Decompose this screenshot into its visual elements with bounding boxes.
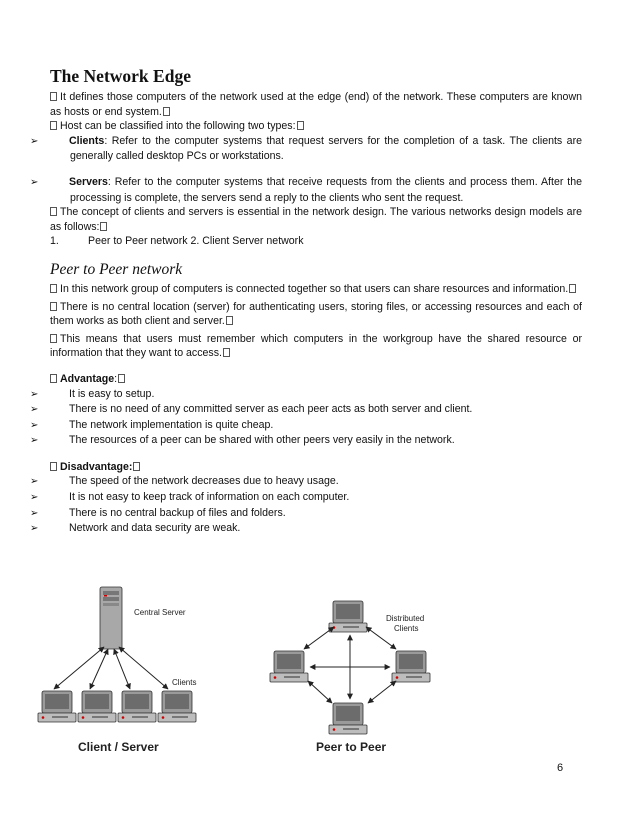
central-server-label: Central Server (134, 608, 186, 617)
document-body (30, 66, 582, 537)
peer-computer-icon (329, 601, 367, 632)
missing-glyph-icon (100, 222, 107, 231)
list-item: ➢ It is not easy to keep track of information on each computer. (50, 490, 582, 506)
list-item: ➢ There is no central backup of files and folders. (50, 506, 582, 522)
arrow-bullet-icon: ➢ (30, 176, 39, 188)
arrow-bullet-icon: ➢ (30, 135, 39, 147)
missing-glyph-icon (226, 316, 233, 325)
arrow-bullet-icon: ➢ (30, 507, 39, 519)
list-item: ➢ Network and data security are weak. (50, 521, 582, 537)
clients-item: ➢ Clients: Refer to the computer systems that request servers for the completion of a task. The clients are generally called desktop PCs or workstations. (30, 134, 582, 163)
connection-arrow (90, 649, 108, 689)
arrow-bullet-icon: ➢ (30, 492, 39, 504)
missing-glyph-icon (50, 121, 57, 130)
connection-arrow (368, 681, 396, 703)
connection-arrow (308, 681, 332, 703)
arrow-bullet-icon: ➢ (30, 476, 39, 488)
arrow-bullet-icon: ➢ (30, 404, 39, 416)
missing-glyph-icon (50, 207, 57, 216)
arrow-bullet-icon: ➢ (30, 419, 39, 431)
missing-glyph-icon (50, 302, 57, 311)
distributed-clients-label: Clients (394, 624, 419, 633)
client-computer-icon (158, 691, 196, 722)
page-title: The Network Edge (50, 66, 191, 86)
advantage-heading: Advantage: (50, 372, 582, 387)
client-computer-icon (78, 691, 116, 722)
list-item: ➢ The network implementation is quite cheap. (50, 418, 582, 434)
connection-arrow (304, 627, 334, 649)
list-item: ➢ There is no need of any committed server as each peer acts as both server and client. (50, 402, 582, 418)
server-icon (100, 587, 122, 649)
arrow-bullet-icon: ➢ (30, 523, 39, 535)
connection-arrow (54, 647, 104, 689)
list-item: ➢ The speed of the network decreases due to heavy usage. (50, 474, 582, 490)
client-server-caption: Client / Server (78, 740, 159, 754)
numbered-list-item: 1. Peer to Peer network 2. Client Server network (50, 235, 304, 248)
intro-paragraph-2: Host can be classified into the following two types: (50, 119, 582, 134)
client-computer-icon (38, 691, 76, 722)
missing-glyph-icon (223, 348, 230, 357)
list-item: ➢ The resources of a peer can be shared with other peers very easily in the network. (50, 433, 582, 449)
distributed-clients-label: Distributed (386, 614, 425, 623)
p2p-paragraph-2: There is no central location (server) for authenticating users, storing files, or accessing resources and each of them works as both client and server. (50, 300, 582, 328)
missing-glyph-icon (50, 284, 57, 293)
network-diagram-figure (34, 585, 604, 760)
arrow-bullet-icon: ➢ (30, 388, 39, 400)
intro-paragraph-3: The concept of clients and servers is essential in the network design. The various networks design models are as follows: (50, 206, 582, 233)
connection-arrow (366, 627, 396, 649)
peer-to-peer-diagram (270, 601, 430, 754)
list-item: ➢ It is easy to setup. (50, 387, 582, 403)
disadvantage-heading: Disadvantage: (50, 460, 582, 475)
p2p-paragraph-3: This means that users must remember which computers in the workgroup have the shared resource or information that they want to access. (50, 332, 582, 360)
connection-arrow (119, 647, 168, 689)
missing-glyph-icon (133, 462, 140, 471)
missing-glyph-icon (50, 334, 57, 343)
missing-glyph-icon (118, 374, 125, 383)
peer-computer-icon (270, 651, 308, 682)
missing-glyph-icon (50, 462, 57, 471)
page-number: 6 (557, 762, 564, 774)
client-computer-icon (118, 691, 156, 722)
p2p-paragraph-1: In this network group of computers is connected together so that users can share resources and information. (50, 282, 582, 297)
p2p-heading: Peer to Peer network (50, 260, 183, 278)
missing-glyph-icon (297, 121, 304, 130)
arrow-bullet-icon: ➢ (30, 435, 39, 447)
clients-label: Clients (172, 678, 197, 687)
servers-item: ➢ Servers: Refer to the computer systems that receive requests from the clients and process them. After the processing is complete, the servers send a reply to the clients who sent the request. (30, 175, 582, 204)
peer-to-peer-caption: Peer to Peer (316, 740, 387, 754)
client-server-diagram (38, 587, 196, 754)
missing-glyph-icon (50, 374, 57, 383)
peer-computer-icon (392, 651, 430, 682)
missing-glyph-icon (50, 92, 57, 101)
peer-computer-icon (329, 703, 367, 734)
missing-glyph-icon (163, 107, 170, 116)
missing-glyph-icon (569, 284, 576, 293)
intro-paragraph-1: It defines those computers of the network used at the edge (end) of the network. These computers are known as hosts or end system. (50, 91, 582, 118)
